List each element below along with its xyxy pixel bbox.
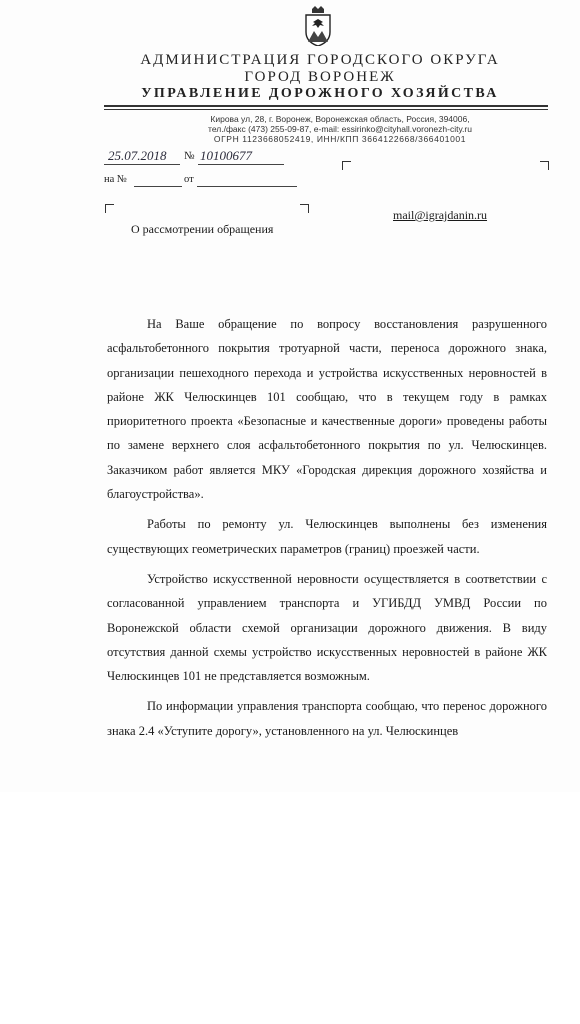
coat-of-arms-icon: [303, 6, 333, 46]
body-paragraph: Устройство искусственной неровности осуществляется в соответствии с согласованной управлением транспорта и УГИБДД УМВД России по Воронежской области схемой организации дорожного движения. В виду отсутствия данной схемы устройство искусственных неровностей в районе ЖК Челюскинцев 101 не представляется возможным.: [107, 571, 547, 684]
body-paragraph: На Ваше обращение по вопросу восстановления разрушенного асфальтобетонного покрытия тротуарной части, переноса дорожного знака, организации пешеходного перехода и устройства искусственных неровностей в районе ЖК Челюскинцев 101 сообщаю, что в текущем году в рамках приоритетного проекта «Безопасные и качественные дороги» проведены работы по замене верхнего слоя асфальтобетонного покрытия по ул. Челюскинцев. Заказчиком работ является МКУ «Городская дирекция дорожного хозяйства и благоустройства».: [107, 317, 547, 502]
body-paragraph: По информации управления транспорта сообщаю, что перенос дорожного знака 2.4 «Уступите дорогу», установленного на ул. Челюскинцев: [107, 699, 547, 738]
org-name-line-1: АДМИНИСТРАЦИЯ ГОРОДСКОГО ОКРУГА: [140, 52, 500, 68]
reference-number-blank: [134, 186, 182, 187]
address-line: Кирова ул, 28, г. Воронеж, Воронежская область, Россия, 394006,: [210, 114, 470, 124]
body-paragraph: Работы по ремонту ул. Челюскинцев выполнены без изменения существующих геометрических параметров (границ) проезжей части.: [107, 517, 547, 556]
handwritten-date: 25.07.2018: [108, 148, 167, 163]
handwritten-number: 10100677: [200, 148, 252, 163]
org-name-line-2: ГОРОД ВОРОНЕЖ: [244, 69, 396, 85]
address-field-corner-right: [540, 161, 549, 170]
reference-number-label: на №: [104, 174, 127, 185]
recipient-address[interactable]: mail@igrajdanin.ru: [393, 208, 488, 222]
contact-line: тел./факс (473) 255-09-87, e-mail: essirinko@cityhall.voronezh-city.ru: [208, 124, 472, 134]
number-underline: [198, 164, 284, 165]
number-sign: №: [184, 150, 195, 162]
registration-codes: ОГРН 1123668052419, ИНН/КПП 3664122668/366401001: [213, 134, 467, 144]
header-divider-thin: [104, 109, 548, 110]
subject-field-corner-left: [105, 204, 114, 213]
letter-body: [107, 312, 547, 749]
letter-subject: О рассмотрении обращения: [131, 222, 274, 236]
reference-date-label: от: [184, 174, 194, 185]
address-field-corner-left: [342, 161, 351, 170]
header-divider-thick: [104, 105, 548, 107]
department-name: УПРАВЛЕНИЕ ДОРОЖНОГО ХОЗЯЙСТВА: [141, 86, 499, 101]
subject-field-corner-right: [300, 204, 309, 213]
reference-date-blank: [197, 186, 297, 187]
date-underline: [104, 164, 180, 165]
